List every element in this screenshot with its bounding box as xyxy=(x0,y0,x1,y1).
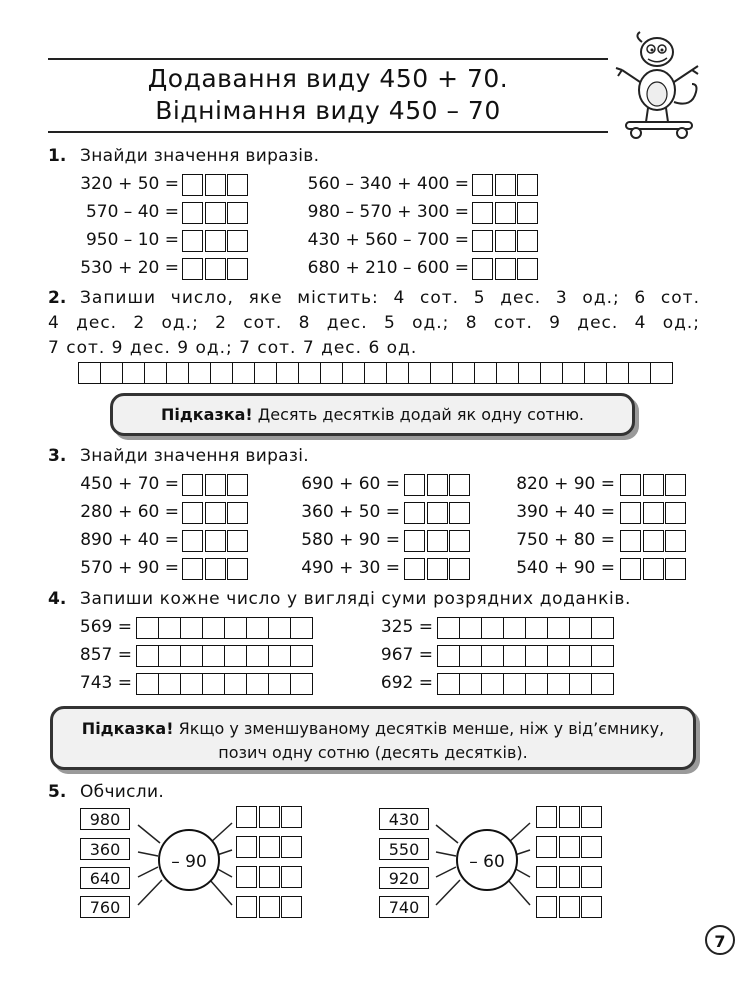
answer-cell[interactable] xyxy=(628,362,651,384)
task-4-right-number: 325 = xyxy=(380,617,433,637)
answer-cell[interactable] xyxy=(459,673,482,695)
answer-boxes[interactable] xyxy=(472,230,540,252)
answer-boxes[interactable] xyxy=(620,530,688,552)
answer-boxes[interactable] xyxy=(182,502,250,524)
task-2-line-2: 4 дес. 2 од.; 2 сот. 8 дес. 5 од.; 8 сот. 9 дес. 4 од.; xyxy=(48,313,700,333)
answer-cell[interactable] xyxy=(210,362,233,384)
answer-cell[interactable] xyxy=(540,362,563,384)
task-1-right-expr: 430 + 560 – 700 = xyxy=(307,230,469,250)
answer-boxes[interactable] xyxy=(620,474,688,496)
answer-boxes[interactable] xyxy=(472,174,540,196)
answer-boxes[interactable] xyxy=(404,502,472,524)
header-bottom-rule xyxy=(48,131,608,133)
answer-boxes[interactable] xyxy=(236,836,304,858)
task-3-col2-expr: 490 + 30 = xyxy=(301,558,400,578)
task-2-line-3: 7 сот. 9 дес. 9 од.; 7 сот. 7 дес. 6 од. xyxy=(48,338,418,358)
answer-cell[interactable] xyxy=(136,645,159,667)
task-3-col2-expr: 690 + 60 = xyxy=(301,474,400,494)
answer-cell[interactable] xyxy=(525,617,548,639)
task-3-number: 3. xyxy=(48,446,67,466)
task-5-right-number: 430 xyxy=(379,808,429,830)
answer-boxes[interactable] xyxy=(536,836,604,858)
task-5-left-number: 640 xyxy=(80,867,130,889)
answer-cell[interactable] xyxy=(268,617,291,639)
task-3-col3-expr: 540 + 90 = xyxy=(516,558,615,578)
answer-cell[interactable] xyxy=(481,617,504,639)
answer-cell[interactable] xyxy=(459,617,482,639)
answer-cell[interactable] xyxy=(136,673,159,695)
answer-cell[interactable] xyxy=(268,673,291,695)
task-5-right-number: 550 xyxy=(379,838,429,860)
answer-boxes[interactable] xyxy=(536,866,604,888)
task-4-right-number: 692 = xyxy=(380,673,433,693)
answer-cell[interactable] xyxy=(268,645,291,667)
answer-cell[interactable] xyxy=(158,617,181,639)
task-1-number: 1. xyxy=(48,146,67,166)
task-5-left-number: 360 xyxy=(80,838,130,860)
answer-boxes[interactable] xyxy=(236,866,304,888)
answer-cell[interactable] xyxy=(298,362,321,384)
answer-cell[interactable] xyxy=(78,362,101,384)
answer-boxes[interactable] xyxy=(620,558,688,580)
answer-cell[interactable] xyxy=(122,362,145,384)
answer-boxes[interactable] xyxy=(182,530,250,552)
answer-boxes[interactable] xyxy=(136,645,313,667)
answer-boxes[interactable] xyxy=(472,202,540,224)
answer-cell[interactable] xyxy=(591,645,614,667)
task-1-right-expr: 680 + 210 – 600 = xyxy=(307,258,469,278)
answer-cell[interactable] xyxy=(188,362,211,384)
task-3-col3-expr: 820 + 90 = xyxy=(516,474,615,494)
answer-cell[interactable] xyxy=(180,617,203,639)
answer-boxes[interactable] xyxy=(404,558,472,580)
answer-boxes[interactable] xyxy=(536,896,604,918)
answer-boxes[interactable] xyxy=(620,502,688,524)
task-3-col1-expr: 450 + 70 = xyxy=(80,474,179,494)
task-1-right-expr: 560 – 340 + 400 = xyxy=(307,174,469,194)
task-5-right-number: 920 xyxy=(379,867,429,889)
answer-cell[interactable] xyxy=(320,362,343,384)
hint-2-text-line-1: Якщо у зменшуваному десятків менше, ніж у від’ємнику, xyxy=(173,719,665,738)
task-5-left-operation: – 90 xyxy=(158,829,220,891)
answer-cell[interactable] xyxy=(290,645,313,667)
answer-cell[interactable] xyxy=(100,362,123,384)
answer-cell[interactable] xyxy=(144,362,167,384)
answer-cell[interactable] xyxy=(342,362,365,384)
answer-cell[interactable] xyxy=(481,673,504,695)
answer-boxes[interactable] xyxy=(437,645,614,667)
task-4-number: 4. xyxy=(48,589,67,609)
task-4-instruction: Запиши кожне число у вигляді суми розрядних доданків. xyxy=(80,589,631,609)
task-1-right-expr: 980 – 570 + 300 = xyxy=(307,202,469,222)
answer-cell[interactable] xyxy=(180,645,203,667)
hint-2-label: Підказка! xyxy=(81,719,174,738)
task-3-col3-expr: 390 + 40 = xyxy=(516,502,615,522)
answer-cell[interactable] xyxy=(569,645,592,667)
answer-cell[interactable] xyxy=(180,673,203,695)
title-line-2: Віднімання виду 450 – 70 xyxy=(155,96,501,125)
answer-cell[interactable] xyxy=(481,645,504,667)
answer-boxes[interactable] xyxy=(182,174,250,196)
task-2-answer-boxes[interactable] xyxy=(78,362,673,384)
answer-boxes[interactable] xyxy=(136,617,313,639)
answer-boxes[interactable] xyxy=(437,617,614,639)
answer-cell[interactable] xyxy=(202,645,225,667)
answer-boxes[interactable] xyxy=(182,258,250,280)
task-3-col3-expr: 750 + 80 = xyxy=(516,530,615,550)
answer-boxes[interactable] xyxy=(236,896,304,918)
answer-cell[interactable] xyxy=(246,673,269,695)
answer-cell[interactable] xyxy=(584,362,607,384)
answer-boxes[interactable] xyxy=(404,474,472,496)
hint-1-label: Підказка! xyxy=(160,405,253,424)
task-1-left-expr: 950 – 10 = xyxy=(85,230,179,250)
mascot-skateboarder-illustration xyxy=(612,30,712,140)
answer-boxes[interactable] xyxy=(437,673,614,695)
answer-boxes[interactable] xyxy=(236,806,304,828)
hint-box-2 xyxy=(50,706,696,770)
answer-cell[interactable] xyxy=(547,617,570,639)
answer-cell[interactable] xyxy=(290,617,313,639)
answer-boxes[interactable] xyxy=(136,673,313,695)
hint-2-text-line-2: позич одну сотню (десять десятків). xyxy=(218,743,528,762)
hint-box-1 xyxy=(110,393,635,436)
hint-1-text: Десять десятків додай як одну сотню. xyxy=(252,405,585,424)
task-4-left-number: 857 = xyxy=(79,645,132,665)
answer-cell[interactable] xyxy=(232,362,255,384)
title-line-1: Додавання виду 450 + 70. xyxy=(147,64,509,93)
answer-cell[interactable] xyxy=(503,617,526,639)
answer-cell[interactable] xyxy=(525,645,548,667)
answer-cell[interactable] xyxy=(224,673,247,695)
task-5-instruction: Обчисли. xyxy=(80,782,165,802)
answer-cell[interactable] xyxy=(496,362,519,384)
task-1-left-expr: 530 + 20 = xyxy=(80,258,179,278)
task-3-col1-expr: 890 + 40 = xyxy=(80,530,179,550)
answer-cell[interactable] xyxy=(290,673,313,695)
answer-boxes[interactable] xyxy=(182,558,250,580)
answer-cell[interactable] xyxy=(386,362,409,384)
answer-boxes[interactable] xyxy=(536,806,604,828)
answer-cell[interactable] xyxy=(437,645,460,667)
task-1-left-expr: 320 + 50 = xyxy=(80,174,179,194)
answer-cell[interactable] xyxy=(364,362,387,384)
answer-cell[interactable] xyxy=(158,673,181,695)
task-3-col1-expr: 280 + 60 = xyxy=(80,502,179,522)
task-5-left-number: 980 xyxy=(80,808,130,830)
answer-cell[interactable] xyxy=(452,362,475,384)
answer-cell[interactable] xyxy=(158,645,181,667)
answer-boxes[interactable] xyxy=(182,474,250,496)
answer-cell[interactable] xyxy=(430,362,453,384)
answer-cell[interactable] xyxy=(246,617,269,639)
task-1-instruction: Знайди значення виразів. xyxy=(80,146,320,166)
answer-cell[interactable] xyxy=(408,362,431,384)
task-3-col2-expr: 580 + 90 = xyxy=(301,530,400,550)
answer-cell[interactable] xyxy=(650,362,673,384)
answer-cell[interactable] xyxy=(606,362,629,384)
task-5-right-number: 740 xyxy=(379,896,429,918)
answer-cell[interactable] xyxy=(547,673,570,695)
answer-cell[interactable] xyxy=(547,645,570,667)
answer-cell[interactable] xyxy=(136,617,159,639)
answer-cell[interactable] xyxy=(569,617,592,639)
answer-cell[interactable] xyxy=(276,362,299,384)
answer-cell[interactable] xyxy=(518,362,541,384)
answer-cell[interactable] xyxy=(224,645,247,667)
answer-cell[interactable] xyxy=(474,362,497,384)
answer-cell[interactable] xyxy=(437,617,460,639)
answer-cell[interactable] xyxy=(459,645,482,667)
answer-cell[interactable] xyxy=(562,362,585,384)
task-3-col2-expr: 360 + 50 = xyxy=(301,502,400,522)
task-2-line-1: Запиши число, яке містить: 4 сот. 5 дес. 3 од.; 6 сот. xyxy=(80,288,700,308)
task-1-left-expr: 570 – 40 = xyxy=(85,202,179,222)
answer-boxes[interactable] xyxy=(404,530,472,552)
answer-boxes[interactable] xyxy=(472,258,540,280)
answer-cell[interactable] xyxy=(166,362,189,384)
answer-cell[interactable] xyxy=(224,617,247,639)
answer-boxes[interactable] xyxy=(182,202,250,224)
answer-cell[interactable] xyxy=(202,617,225,639)
answer-cell[interactable] xyxy=(437,673,460,695)
task-2-number: 2. xyxy=(48,288,67,308)
task-3-col1-expr: 570 + 90 = xyxy=(80,558,179,578)
task-4-left-number: 569 = xyxy=(79,617,132,637)
answer-cell[interactable] xyxy=(202,673,225,695)
answer-cell[interactable] xyxy=(591,673,614,695)
answer-cell[interactable] xyxy=(569,673,592,695)
task-4-right-number: 967 = xyxy=(380,645,433,665)
task-5-left-number: 760 xyxy=(80,896,130,918)
task-3-instruction: Знайди значення виразі. xyxy=(80,446,309,466)
task-4-left-number: 743 = xyxy=(79,673,132,693)
task-5-number: 5. xyxy=(48,782,67,802)
answer-cell[interactable] xyxy=(254,362,277,384)
answer-cell[interactable] xyxy=(503,645,526,667)
answer-boxes[interactable] xyxy=(182,230,250,252)
answer-cell[interactable] xyxy=(525,673,548,695)
page-number: 7 xyxy=(705,925,735,955)
answer-cell[interactable] xyxy=(246,645,269,667)
task-5-right-operation: – 60 xyxy=(456,829,518,891)
answer-cell[interactable] xyxy=(503,673,526,695)
answer-cell[interactable] xyxy=(591,617,614,639)
header-top-rule xyxy=(48,58,608,60)
